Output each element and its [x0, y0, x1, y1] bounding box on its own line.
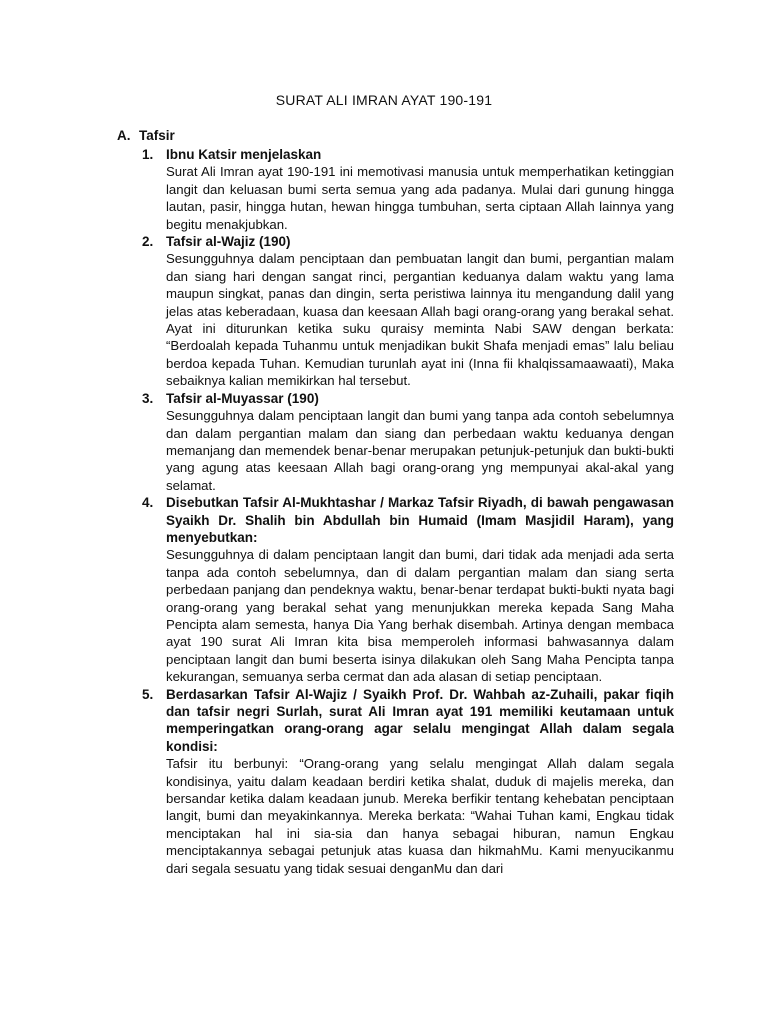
item-number: 1. [142, 147, 154, 162]
section-letter: A. [117, 128, 131, 143]
item-body: Sesungguhnya di dalam penciptaan langit dan bumi, dari tidak ada menjadi ada serta tanpa ada contoh sebelumnya, dan di dalam pergantian malam dan siang serta perbedaan panjang dan pendeknya waktu, benar-benar terdapat bukti-bukti nyata bagi orang-orang yang berakal sehat yang menunjukkan mereka kepada Sang Maha Pencipta alam semesta, hanya Dia Yang berhak disembah. Artinya dengan membaca ayat 190 surat Ali Imran kita bisa memperoleh informasi bahwasannya dalam penciptaan langit dan bumi beserta isinya dilakukan oleh Sang Maha Pencipta tanpa kekurangan, semuanya serba cermat dan ada alasan di setiap penciptaan. [166, 547, 674, 685]
section-title: Tafsir [139, 128, 175, 143]
item-number: 2. [142, 234, 154, 250]
list-item [142, 686, 674, 877]
list-item [142, 146, 674, 233]
item-number: 5. [142, 686, 154, 702]
section-heading [117, 128, 175, 143]
item-number: 3. [142, 390, 154, 406]
item-heading: Tafsir al-Muyassar (190) [166, 390, 319, 406]
item-heading: Ibnu Katsir menjelaskan [166, 147, 322, 162]
item-heading: Berdasarkan Tafsir Al-Wajiz / Syaikh Prof. Dr. Wahbah az-Zuhaili, pakar fiqih dan tafsir negri Surlah, surat Ali Imran ayat 191 memiliki keutamaan untuk memperingatkan orang-orang agar selalu mengingat Allah dalam segala kondisi: [166, 686, 674, 754]
item-number: 4. [142, 495, 154, 511]
item-heading: Disebutkan Tafsir Al-Mukhtashar / Markaz Tafsir Riyadh, di bawah pengawasan Syaikh Dr. Shalih bin Abdullah bin Humaid (Imam Masjidil Haram), yang menyebutkan: [166, 495, 674, 545]
list-item [142, 233, 674, 390]
list-item [142, 390, 674, 494]
item-body: Sesungguhnya dalam penciptaan dan pembuatan langit dan bumi, pergantian malam dan siang hari dengan sangat rinci, pergantian keduanya dalam waktu yang lama maupun singkat, panas dan dingin, serta peristiwa lainnya itu mengandung dalil yang jelas atas keberadaan, kuasa dan keesaan Allah bagi orang-orang yang berakal sehat. Ayat ini diturunkan ketika suku quraisy meminta Nabi SAW dengan berkata: “Berdoalah kepada Tuhanmu untuk menjadikan bukit Shafa menjadi emas” lalu beliau berdoa kepada Tuhan. Kemudian turunlah ayat ini (Inna fii khalqissamaawaati), Maka sebaiknya kalian memikirkan hal tersebut. [166, 251, 674, 389]
page-title: SURAT ALI IMRAN AYAT 190-191 [275, 92, 493, 108]
tafsir-list [142, 146, 674, 877]
item-body: Surat Ali Imran ayat 190-191 ini memotivasi manusia untuk memperhatikan ketinggian langit dan keluasan bumi serta semua yang ada padanya. Mulai dari gunung hingga lautan, pasir, hingga hutan, hewan hingga tumbuhan, serta ciptaan Allah lainnya yang begitu menakjubkan. [166, 164, 674, 232]
item-body: Tafsir itu berbunyi: “Orang-orang yang selalu mengingat Allah dalam segala kondisinya, yaitu dalam keadaan berdiri ketika shalat, duduk di majelis mereka, dan bersandar ketika dalam keadaan junub. Mereka berfikir tentang kehebatan penciptaan langit, bumi dan meyakinkannya. Mereka berkata: “Wahai Tuhan kami, Engkau tidak menciptakan hal ini sia-sia dan hanya sebagai hiburan, namun Engkau menciptakannya sebagai petunjuk atas kuasa dan hikmahMu. Kami menyucikanmu dari segala sesuatu yang tidak sesuai denganMu dan dari [166, 756, 674, 876]
list-item [142, 494, 674, 685]
item-body: Sesungguhnya dalam penciptaan langit dan bumi yang tanpa ada contoh sebelumnya dan dalam pergantian malam dan siang dan perbedaan waktu keduanya dengan memanjang dan memendek benar-benar merupakan petunjuk-petunjuk dan bukti-bukti yang agung atas keesaan Allah bagi orang-orang yng mempunyai akal-akal yang selamat. [166, 408, 674, 493]
item-heading: Tafsir al-Wajiz (190) [166, 234, 291, 250]
